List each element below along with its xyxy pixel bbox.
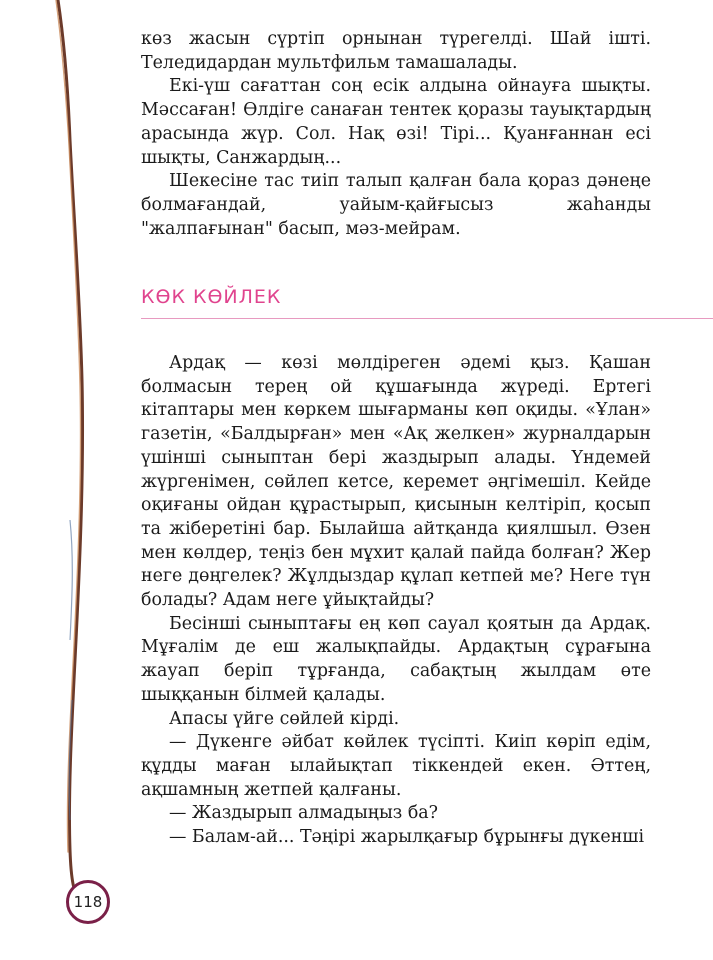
paragraph: — Жаздырып алмадыңыз ба? xyxy=(169,803,438,824)
paragraph: көз жасын сүртіп орнынан түрегелді. Шай ішті. Теледидардан мультфильм тамашалады. xyxy=(141,29,651,73)
paragraph: Шекесіне тас тиіп талып қалған бала қораз дәнеңе болмағандай, уайым-қайғысыз жаһанды "жалпағынан" басып, мәз-мейрам. xyxy=(141,171,651,239)
paragraph: — Дүкенге әйбат көйлек түсіпті. Киіп көріп едім, құдды маған ылайықтап тіккендей екен. Әттең, ақшамның жетпей қалғаны. xyxy=(141,732,651,800)
paragraph: Ардақ — көзі мөлдіреген әдемі қыз. Қашан болмасын терең ой құшағында жүреді. Ертегі кітаптары мен көркем шығарманы көп оқиды. «Ұлан» газетін, «Балдырған» мен «Ақ желкен» журналдарын үшінші сыныптан бері жаздырып алады. Үндемей жүргенімен, сөйлеп кетсе, керемет әңгімешіл. Кейде оқиғаны ойдан құрастырып, қисынын келтіріп, қосып та жіберетіні бар. Былайша айтқанда қиялшыл. Өзен мен көлдер, теңіз бен мұхит қалай пайда болған? Жер неге дөңгелек? Жұлдыздар құлап кетпей ме? Неге түн болады? Адам неге ұйықтайды? xyxy=(141,353,651,611)
paragraph: Бесінші сыныптағы ең көп сауал қоятын да Ардақ. Мұғалім де еш жалықпайды. Ардақтың сұрағына жауап беріп тұрғанда, сабақтың жылдам өте шыққанын білмей қалады. xyxy=(141,613,651,705)
story-body xyxy=(141,352,651,850)
paragraph: Апасы үйге сөйлей кірді. xyxy=(169,708,400,729)
page-number: 118 xyxy=(66,880,110,924)
previous-story-ending xyxy=(141,28,651,241)
section-divider xyxy=(141,318,713,319)
paragraph: Екі-үш сағаттан соң есік алдына ойнауға шықты. Мәссаған! Өлдіге санаған тентек қоразы тауықтардың арасында жүр. Сол. Нақ өзі! Тірі... Қуанғаннан есі шықты, Санжардың... xyxy=(141,76,651,168)
section-title: КӨК КӨЙЛЕК xyxy=(141,286,282,308)
paragraph: — Балам-ай... Тәңірі жарылқағыр бұрынғы дүкенші xyxy=(169,827,645,848)
